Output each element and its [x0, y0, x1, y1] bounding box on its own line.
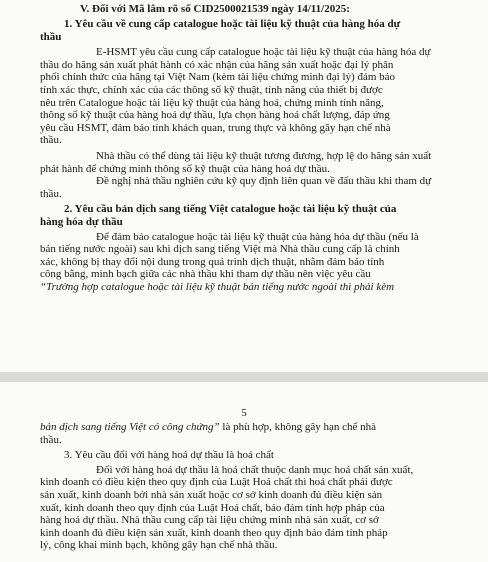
paragraph-line: Đề nghị nhà thầu nghiên cứu kỹ quy định liên quan về đấu thầu khi tham dự [96, 175, 432, 188]
document-page-lower [0, 382, 488, 562]
section-2-title-line: hàng hóa dự thầu [40, 215, 123, 228]
paragraph-text: là phù hợp, không gây hạn chế nhà [219, 421, 377, 433]
section-3-title: 3. Yêu cầu đối với hàng hoá dự thầu là hoá chất [64, 449, 274, 462]
paragraph-line: bản tiếng nước ngoài) sau khi dịch sang tiếng Việt mà Nhà thầu cung cấp là chính [40, 243, 400, 256]
section-1-title-line: 1. Yêu cầu về cung cấp catalogue hoặc tài liệu kỹ thuật của hàng hóa dự [64, 18, 401, 30]
paragraph-line: phát hành để chứng minh thông số kỹ thuật của hàng hoá dự thầu. [40, 162, 330, 175]
section-heading: V. Đối với Mã lâm rõ số CID2500021539 ngày 14/11/2025: [80, 3, 350, 15]
paragraph-line [40, 421, 448, 434]
paragraph-line: E-HSMT yêu cầu cung cấp catalogue hoặc tài liệu kỹ thuật của hàng hóa dự [96, 46, 431, 59]
quoted-requirement-line: “Trường hợp catalogue hoặc tài liệu kỹ thuật bản tiếng nước ngoài thì phải kèm [40, 280, 395, 293]
paragraph-line: thông số kỹ thuật của hàng hoá dự thầu, lựa chọn hàng hoá chất lượng, đáp ứng [40, 109, 390, 122]
paragraph-line: Nhà thầu có thể dùng tài liệu kỹ thuật tương đương, hợp lệ do hãng sản xuất [96, 149, 432, 162]
paragraph-line: phối chính thức của hãng tại Việt Nam (kèm tài liệu chứng minh đại lý) đảm bảo [40, 71, 396, 84]
paragraph-line: kinh doanh có điều kiện theo quy định của Luật Hoá chất thì hoá chất phải được [40, 476, 393, 489]
paragraph-line: Để đảm bảo catalogue hoặc tài liệu kỹ thuật của hàng hóa dự thầu (nếu là [96, 230, 419, 243]
paragraph-line: sản xuất, kinh doanh bởi nhà sản xuất hoặc cơ sở kinh doanh đủ điều kiện sản [40, 488, 383, 501]
paragraph-line: nêu trên Catalogue hoặc tài liệu kỹ thuật của hàng hoá, chứng minh tính năng, [40, 96, 384, 109]
paragraph-line: lý, công khai minh bạch, không gây hạn chế nhà thầu. [40, 539, 278, 552]
paragraph-line: xác, không bị thay đổi nội dung trong quá trình dịch thuật, nhằm đảm bảo tính [40, 255, 385, 268]
paragraph-line: Đối với hàng hoá dự thầu là hoá chất thuộc danh mục hoá chất sản xuất, [96, 463, 414, 476]
paragraph-line: hàng hoá dự thầu. Nhà thầu cung cấp tài liệu chứng minh nhà sản xuất, cơ sở [40, 514, 379, 527]
paragraph-line: thầu. [40, 134, 62, 147]
paragraph-line: yêu cầu HSMT, đảm bảo tính khách quan, trung thực và không gây hạn chế nhà [40, 121, 391, 134]
paragraph-line: công bằng, minh bạch giữa các nhà thầu khi tham dự thầu nên việc yêu cầu [40, 268, 371, 281]
paragraph-line: xuất, kinh doanh theo quy định của Luật Hoá chất, bảo đảm tính hợp pháp của [40, 501, 385, 514]
paragraph-line: kinh doanh đủ điều kiện sản xuất, kinh doanh theo quy định bảo đảm tính pháp [40, 526, 388, 539]
paragraph-line: tính xác thực, chính xác của các thông số kỹ thuật, tính năng của thiết bị được [40, 83, 383, 96]
page-number: 5 [241, 407, 247, 419]
quoted-requirement-end: bản dịch sang tiếng Việt có công chứng” [40, 421, 220, 433]
section-1-title-line: thầu [40, 30, 62, 43]
paragraph-line: thầu. [40, 433, 62, 446]
paragraph-line: thầu do hãng sản xuất phát hành có xác nhận của hãng sản xuất hoặc đại lý phân [40, 58, 394, 71]
paragraph-line: thầu. [40, 187, 62, 200]
section-2-title-line: 2. Yêu cầu bản dịch sang tiếng Việt catalogue hoặc tài liệu kỹ thuật của [64, 203, 397, 216]
